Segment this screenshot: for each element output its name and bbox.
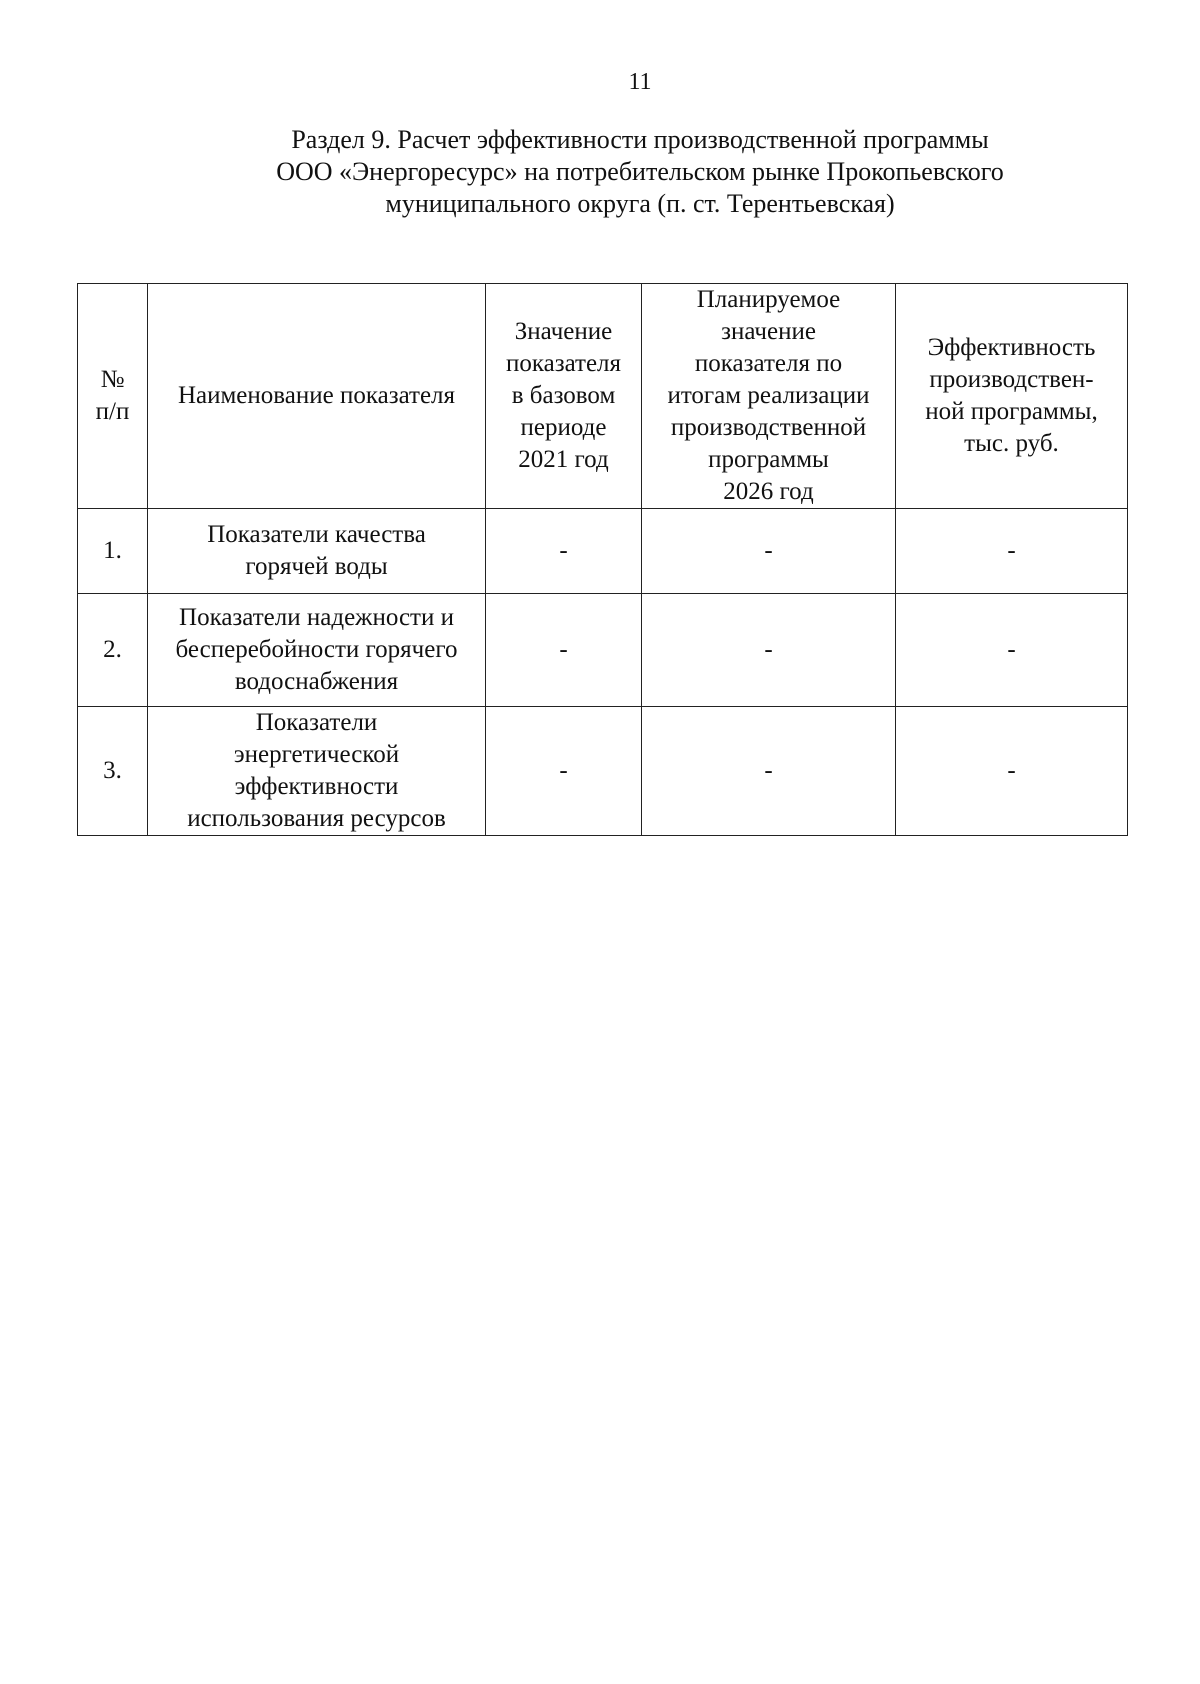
row-planned-value: - bbox=[642, 594, 896, 707]
row-indicator-name: Показатели энергетической эффективности использования ресурсов bbox=[148, 707, 486, 836]
header-planned-value: Планируемое значение показателя по итогам реализации производственной программы 2026 год bbox=[642, 284, 896, 509]
section-title-line-1: Раздел 9. Расчет эффективности производственной программы bbox=[291, 125, 989, 154]
table-row bbox=[78, 707, 1128, 836]
efficiency-table bbox=[77, 283, 1128, 836]
row-efficiency: - bbox=[896, 707, 1128, 836]
row-base-value: - bbox=[486, 509, 642, 594]
row-efficiency: - bbox=[896, 509, 1128, 594]
header-indicator-name: Наименование показателя bbox=[148, 284, 486, 509]
row-base-value: - bbox=[486, 594, 642, 707]
row-number: 3. bbox=[78, 707, 148, 836]
row-efficiency: - bbox=[896, 594, 1128, 707]
row-number: 2. bbox=[78, 594, 148, 707]
row-planned-value: - bbox=[642, 509, 896, 594]
section-title-line-2: ООО «Энергоресурс» на потребительском рынке Прокопьевского bbox=[276, 157, 1004, 186]
section-title-line-3: муниципального округа (п. ст. Терентьевская) bbox=[385, 189, 895, 218]
row-planned-value: - bbox=[642, 707, 896, 836]
table-row bbox=[78, 594, 1128, 707]
page-number: 11 bbox=[628, 69, 652, 95]
row-number: 1. bbox=[78, 509, 148, 594]
row-indicator-name: Показатели надежности и бесперебойности горячего водоснабжения bbox=[148, 594, 486, 707]
row-base-value: - bbox=[486, 707, 642, 836]
header-efficiency: Эффективность производствен- ной программы, тыс. руб. bbox=[896, 284, 1128, 509]
table-header-row bbox=[78, 284, 1128, 509]
header-number: № п/п bbox=[78, 284, 148, 509]
row-indicator-name: Показатели качества горячей воды bbox=[148, 509, 486, 594]
header-base-value: Значение показателя в базовом периоде 2021 год bbox=[486, 284, 642, 509]
table-row bbox=[78, 509, 1128, 594]
section-title bbox=[140, 124, 1140, 220]
